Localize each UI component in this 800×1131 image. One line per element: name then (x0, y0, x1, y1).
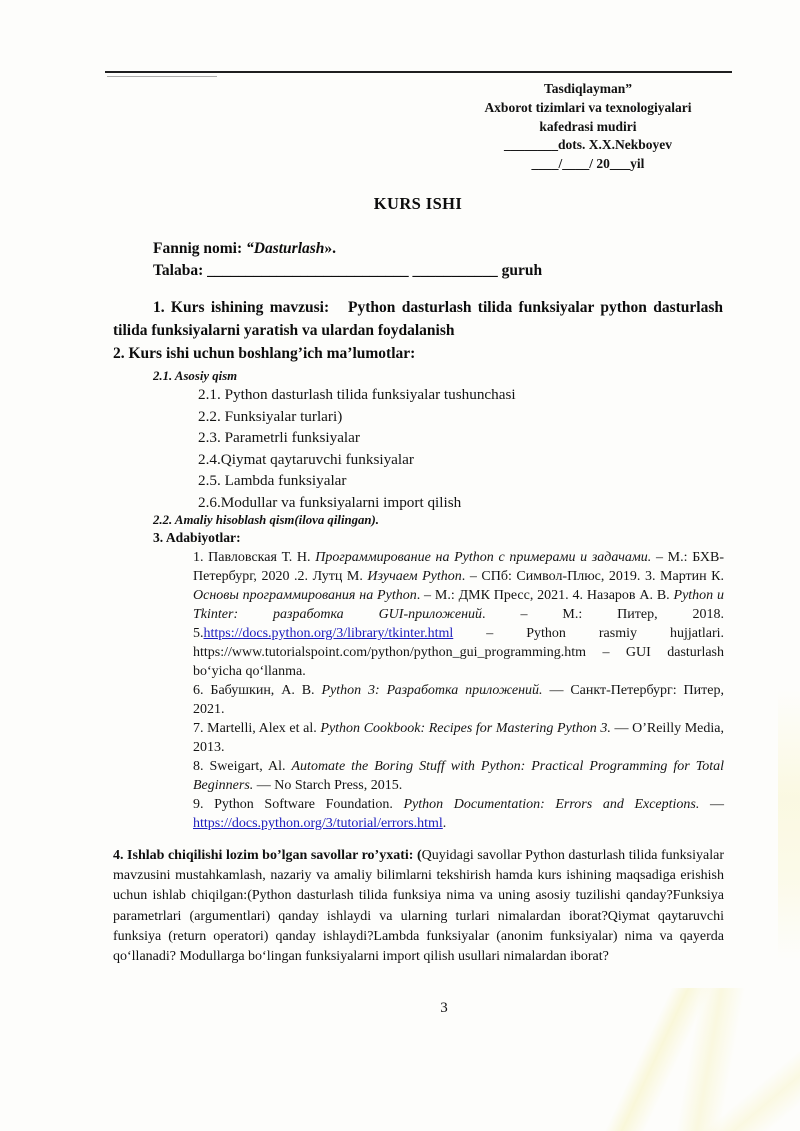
section2-heading: 2. Kurs ishi uchun boshlang’ich ma’lumotlar: (113, 345, 416, 362)
text-segment: . – М.: ДМК Пресс, 2021. 4. Назаров А. В. (416, 588, 674, 603)
text-segment: Программирование на Python с примерами и задачами. (315, 550, 652, 565)
text-segment: 1. Павловская Т. Н. (193, 550, 316, 565)
header-rule (105, 71, 732, 73)
page-title: KURS ISHI (373, 194, 463, 213)
text-segment: Python Cookbook: Recipes for Mastering Python 3. (320, 721, 611, 736)
text-segment: 8. Sweigart, Al. (193, 759, 292, 774)
page-number: 3 (440, 1000, 448, 1016)
text-segment: Python и Tkinter: разработка GUI-приложений (193, 588, 725, 622)
bibliography (193, 548, 724, 833)
text-segment: Изучаем Python (367, 569, 462, 584)
bibliography-entry (193, 795, 724, 833)
hyperlink[interactable]: https://docs.python.org/3/tutorial/errors.html (193, 816, 443, 831)
text-segment: Talaba: __________________________ ___________ guruh (153, 261, 543, 279)
bibliography-entry (193, 719, 724, 757)
approval-line: Tasdiqlayman” (543, 81, 633, 96)
text-segment: Python Documentation: Errors and Exceptions. (403, 797, 700, 812)
approval-line: kafedrasi mudiri (539, 118, 637, 134)
text-segment: . – М.: Питер, 2018. 5. (193, 607, 724, 641)
text-segment: “Dasturlash (246, 240, 325, 257)
scan-stain-corner (530, 988, 800, 1131)
text-segment: Python 3: Разработка приложений. (321, 683, 543, 698)
text-segment: Основы программирования на Python (193, 588, 417, 603)
text-segment: — No Starch Press, 2015. (253, 778, 403, 793)
student-line (153, 260, 723, 282)
text-segment: Automate the Boring Stuff with Python: Practical Programming for Total Beginners. (193, 759, 724, 793)
section1-topic-paragraph (113, 296, 723, 342)
approval-line: ________dots. X.X.Nekboyev (503, 137, 672, 153)
section4-questions-paragraph (113, 846, 724, 967)
approval-line: ____/____/ 20___yil (531, 156, 645, 172)
text-segment: 4. Ishlab chiqilishi lozim bo’lgan savollar ro’yxati: ( (113, 848, 422, 863)
approval-line: Axborot tizimlari va texnologiyalari (484, 99, 692, 115)
bibliography-entry (193, 681, 724, 719)
text-segment: Fannig nomi: (153, 240, 247, 257)
text-segment: – М.: БХВ-Петербург, 2020 .2. Лутц М. (193, 550, 725, 584)
contents-item: 2.4.Qiymat qaytaruvchi funksiyalar (198, 450, 414, 468)
text-segment: ». (324, 240, 337, 257)
approval-block (433, 80, 743, 174)
subject-line (153, 238, 723, 260)
text-segment: 6. Бабушкин, А. В. (193, 683, 322, 698)
section3-heading: 3. Adabiyotlar: (153, 530, 241, 545)
text-segment: — O’Reilly Media, 2013. (193, 721, 724, 755)
contents-item: 2.5. Lambda funksiyalar (198, 472, 347, 490)
contents-list (198, 384, 728, 514)
course-info (153, 238, 723, 281)
text-segment: 7. Martelli, Alex et al. (193, 721, 321, 736)
hyperlink[interactable]: https://docs.python.org/3/library/tkinter.html (203, 626, 454, 641)
scan-stain-edge (778, 690, 800, 960)
text-segment: 1. Kurs ishining mavzusi: Python dasturlash tilida funksiyalar python dasturlash tilida funksiyalarni yaratish va ulardan foydalanish (113, 299, 723, 339)
contents-item: 2.2. Funksiyalar turlari) (198, 407, 343, 425)
bibliography-entry (193, 757, 724, 795)
contents-item: 2.3. Parametrli funksiyalar (198, 429, 360, 447)
contents-item: 2.1. Python dasturlash tilida funksiyalar tushunchasi (198, 386, 516, 403)
section2-sub-practical: 2.2. Amaliy hisoblash qism(ilova qilingan). (153, 513, 379, 527)
text-segment: 9. Python Software Foundation. (193, 797, 404, 812)
text-segment: Quyidagi savollar Python dasturlash tilida funksiyalar mavzusini mustahkamlash, nazariy va amaliy bilimlarni tekshirish hamda kurs ishining maqsadiga erishish uchun ishlab chiqilgan:(Python dasturlash tilida funksiya nima va uning asosiy tuzilishi qanday?Funksiya parametrlari (argumentlari) qanday ishlaydi va ularning turlari nimalardan iborat?Qiymat qaytaruvchi funksiya (return operatori) qanday ishlaydi?Lambda funksiyalar (anonim funksiyalar) nima va qayerda qo‘llanadi? Modullarga bo‘lingan funksiyalarni import qilish usullari nimalardan iborat? (113, 848, 724, 965)
section2-sub-main: 2.1. Asosiy qism (153, 369, 238, 383)
text-segment: . (442, 816, 447, 831)
text-segment: . – СПб: Символ-Плюс, 2019. 3. Мартин К. (461, 569, 725, 584)
contents-item: 2.6.Modullar va funksiyalarni import qilish (198, 493, 462, 511)
text-segment: — (699, 797, 724, 812)
text-segment: — Санкт-Петербург: Питер, 2021. (193, 683, 724, 717)
bibliography-entry (193, 548, 724, 681)
text-segment: – Python rasmiy hujjatlari. https://www.tutorialspoint.com/python/python_gui_programming.htm – GUI dasturlash bo‘yicha qo‘llanma. (193, 626, 724, 679)
